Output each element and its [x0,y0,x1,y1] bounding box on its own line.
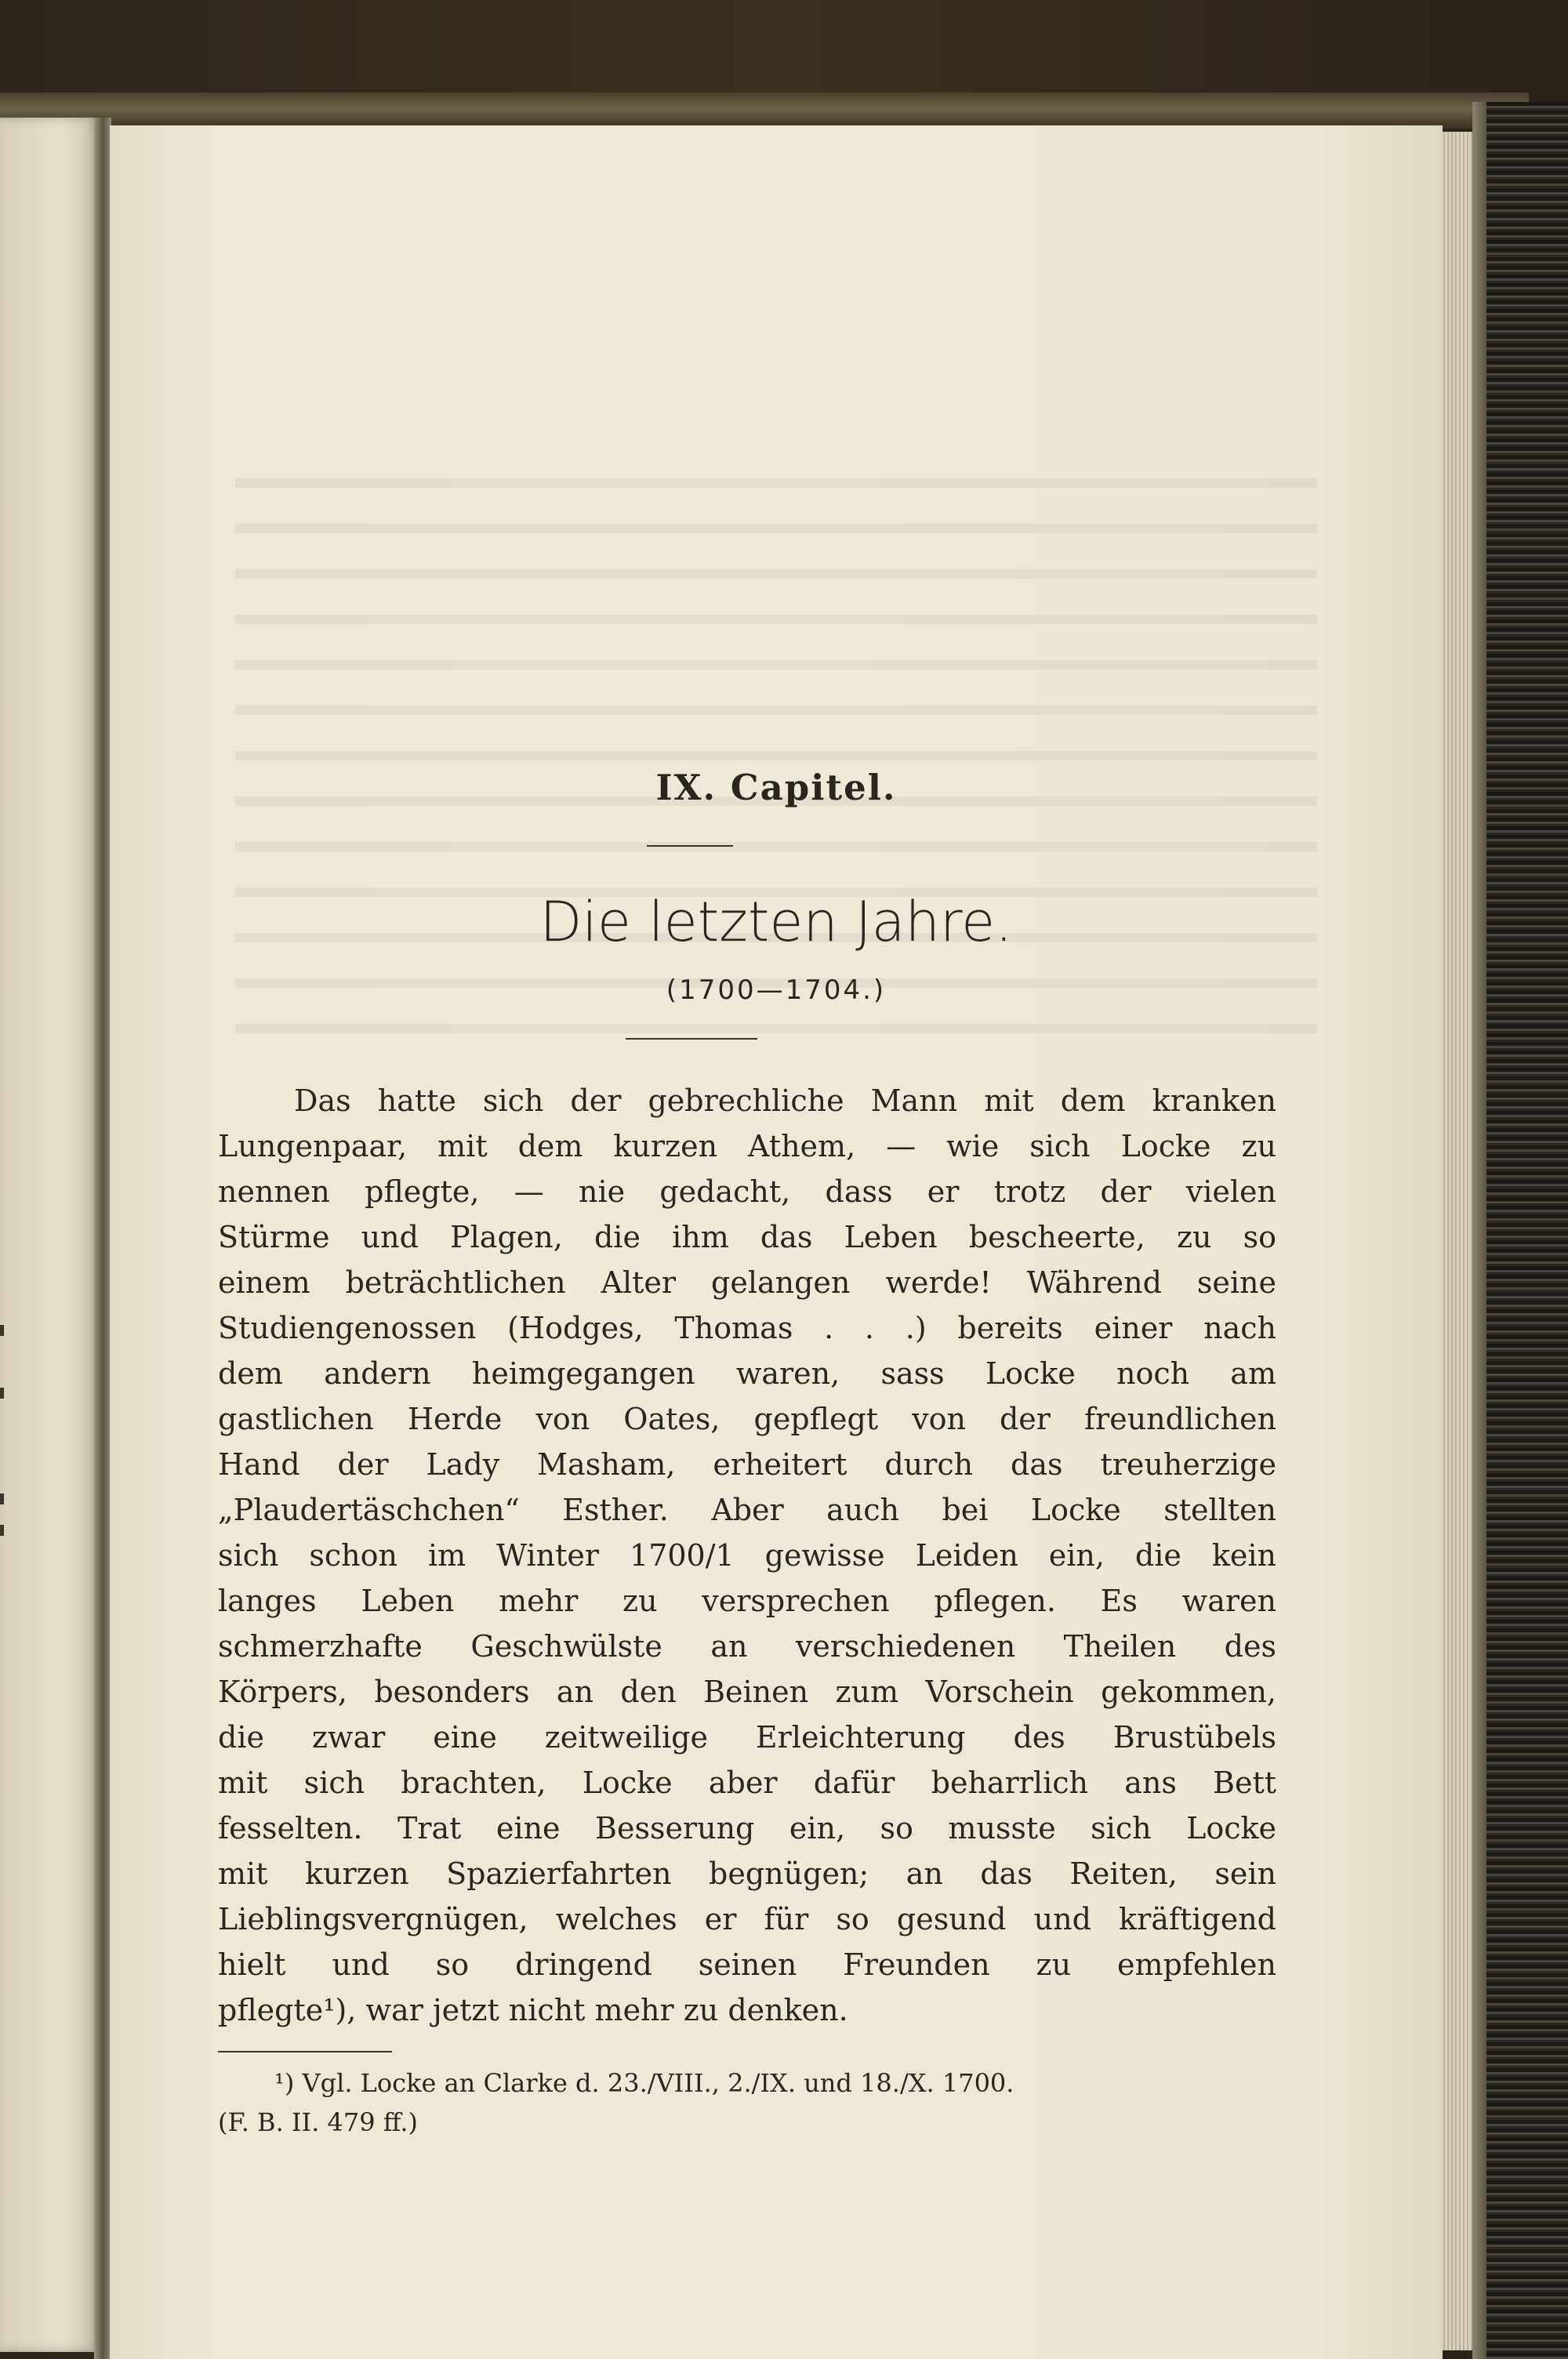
text-line: Stürme und Plagen, die ihm das Leben bescheerte, zu so [218,1220,1276,1254]
text-line: mit sich brachten, Locke aber dafür beharrlich ans Bett [218,1766,1276,1800]
binding-top-edge [0,93,1529,129]
text-line: einem beträchtlichen Alter gelangen werde! Während seine [218,1265,1276,1300]
text-line: pflegte¹), war jetzt nicht mehr zu denken. [218,1993,848,2027]
margin-mark [0,1493,4,1504]
footnote-rule [218,2051,392,2052]
page-edges [1441,132,1472,2350]
text-line: Lieblingsvergnügen, welches er für so gesund und kräftigend [218,1902,1276,1936]
text-line: nennen pflegte, — nie gedacht, dass er trotz der vielen [218,1174,1276,1209]
footnote-line: ¹) Vgl. Locke an Clarke d. 23./VIII., 2./IX. und 18./X. 1700. [274,2068,1014,2098]
text-line: sich schon im Winter 1700/1 gewisse Leiden ein, die kein [218,1538,1276,1573]
book-cover-cloth [1472,102,1568,2359]
title-rule [626,1038,757,1040]
text-line: langes Leben mehr zu versprechen pflegen. Es waren [218,1584,1276,1618]
chapter-number: IX. Capitel. [655,767,897,808]
footnote-line: (F. B. II. 479 ff.) [218,2107,419,2137]
chapter-title: Die letzten Jahre. [539,890,1013,954]
page-gutter [94,118,111,2359]
text-line: Lungenpaar, mit dem kurzen Athem, — wie sich Locke zu [218,1129,1276,1163]
margin-mark [0,1388,4,1399]
text-line: mit kurzen Spazierfahrten begnügen; an das Reiten, sein [218,1856,1276,1891]
text-line: Studiengenossen (Hodges, Thomas . . .) bereits einer nach [218,1311,1276,1345]
text-line: hielt und so dringend seinen Freunden zu empfehlen [218,1947,1276,1982]
footnotes [218,2063,1276,2142]
left-facing-page [0,118,100,2352]
text-line: gastlichen Herde von Oates, gepflegt von der freundlichen [218,1402,1276,1436]
chapter-rule [647,845,733,847]
text-line: Hand der Lady Masham, erheitert durch das treuherzige [218,1447,1276,1482]
text-line: fesselten. Trat eine Besserung ein, so musste sich Locke [218,1811,1276,1845]
book-page [110,125,1443,2359]
chapter-years: (1700—1704.) [666,974,887,1006]
text-line: schmerzhafte Geschwülste an verschiedenen Theilen des [218,1629,1276,1664]
text-line: Das hatte sich der gebrechliche Mann mit dem kranken [294,1083,1276,1118]
text-line: die zwar eine zeitweilige Erleichterung des Brustübels [218,1720,1276,1755]
margin-mark [0,1325,4,1336]
text-line: Körpers, besonders an den Beinen zum Vorschein gekommen, [218,1675,1276,1709]
text-line: „Plaudertäschchen“ Esther. Aber auch bei Locke stellten [218,1493,1276,1527]
body-text [218,1078,1276,2033]
text-line: dem andern heimgegangen waren, sass Locke noch am [218,1356,1276,1391]
book-cover-edge [1472,102,1486,2359]
margin-mark [0,1525,4,1536]
